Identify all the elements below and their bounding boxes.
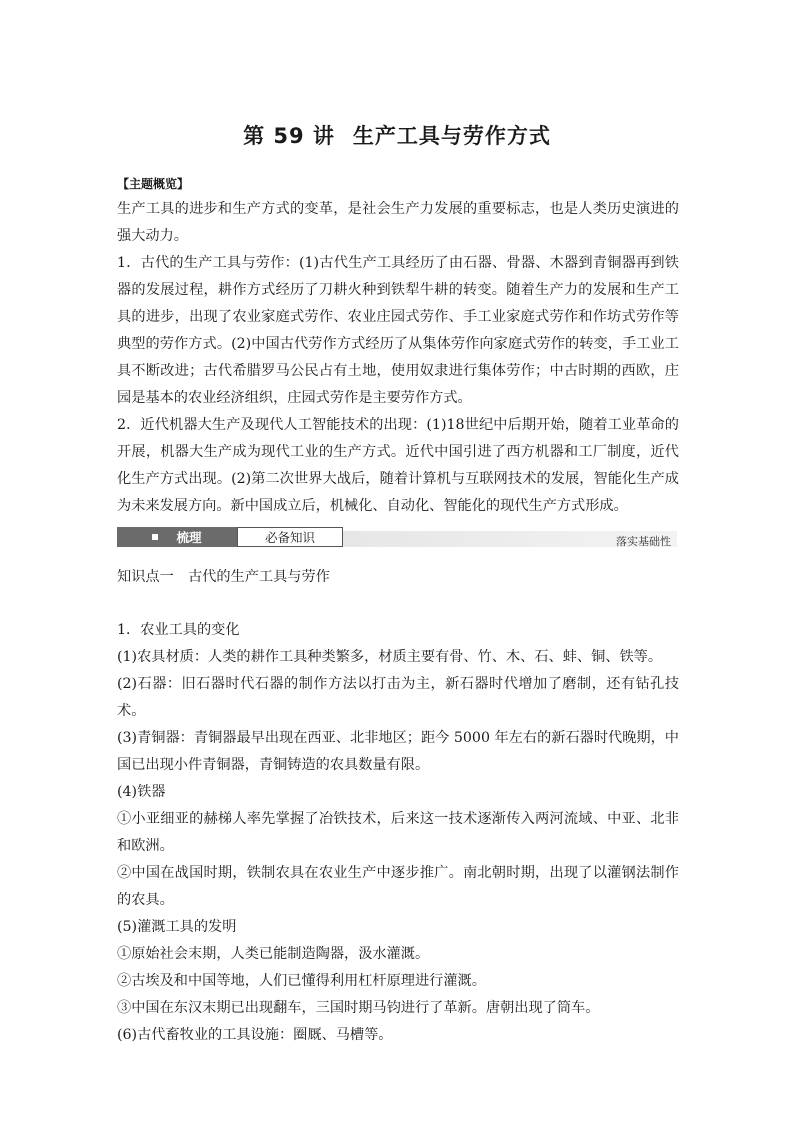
knowledge-item: ②古埃及和中国等地，人们已懂得利用杠杆原理进行灌溉。	[117, 973, 486, 989]
lecture-number: 第 59 讲	[243, 124, 335, 148]
subheading-agricultural-tools: 1．农业工具的变化	[117, 622, 240, 638]
knowledge-item: (6)古代畜牧业的工具设施：圈厩、马槽等。	[117, 1027, 393, 1043]
knowledge-item: ①小亚细亚的赫梯人率先掌握了冶铁技术，后来这一技术逐渐传入两河流域、中亚、北非和欧洲。	[117, 811, 679, 854]
overview-section	[117, 172, 679, 520]
overview-paragraph-2: 1．古代的生产工具与劳作：(1)古代生产工具经历了由石器、骨器、木器到青铜器再到铁器的发展过程，耕作方式经历了刀耕火种到铁犁牛耕的转变。随着生产力的发展和生产工具的进步，出现了农业家庭式劳作、农业庄园式劳作、手工业家庭式劳作和作坊式劳作等典型的劳作方式。(2)中国古代劳作方式经历了从集体劳作向家庭式劳作的转变，手工业工具不断改进；古代希腊罗马公民占有土地，使用奴隶进行集体劳作；中古时期的西欧，庄园是基本的农业经济组织，庄园式劳作是主要劳作方式。	[117, 255, 679, 406]
knowledge-item: ①原始社会末期，人类已能制造陶器，汲水灌溉。	[117, 946, 430, 962]
section-banner	[117, 527, 677, 549]
knowledge-section	[117, 617, 679, 1049]
knowledge-item: (1)农具材质：人类的耕作工具种类繁多，材质主要有骨、竹、木、石、蚌、铜、铁等。	[117, 649, 663, 665]
lecture-topic: 生产工具与劳作方式	[352, 124, 551, 148]
overview-paragraph-1: 生产工具的进步和生产方式的变革，是社会生产力发展的重要标志，也是人类历史演进的强大动力。	[117, 201, 679, 244]
knowledge-item: (2)石器：旧石器时代石器的制作方法以打击为主，新石器时代增加了磨制，还有钻孔技术。	[117, 676, 679, 719]
knowledge-item: (3)青铜器：青铜器最早出现在西亚、北非地区；距今 5000 年左右的新石器时代晚期，中国已出现小件青铜器，青铜铸造的农具数量有限。	[117, 730, 679, 773]
knowledge-item: ③中国在东汉末期已出现翻车，三国时期马钧进行了革新。唐朝出现了筒车。	[117, 1000, 600, 1016]
knowledge-item: (4)铁器	[117, 784, 166, 800]
knowledge-point-heading: 知识点一 古代的生产工具与劳作	[117, 569, 330, 585]
banner-label-sort: 梳理	[117, 527, 237, 547]
overview-paragraph-3: 2．近代机器大生产及现代人工智能技术的出现：(1)18世纪中后期开始，随着工业革命的开展，机器大生产成为现代工业的生产方式。近代中国引进了西方机器和工厂制度，近代化生产方式出现。(2)第二次世界大战后，随着计算机与互联网技术的发展，智能化生产成为未来发展方向。新中国成立后，机械化、自动化、智能化的现代生产方式形成。	[117, 417, 679, 514]
banner-label-foundation: 落实基础性	[616, 535, 671, 548]
overview-tag: 【主题概览】	[117, 177, 190, 191]
square-icon	[152, 534, 158, 540]
page-title	[0, 120, 794, 150]
knowledge-item: ②中国在战国时期，铁制农具在农业生产中逐步推广。南北朝时期，出现了以灌钢法制作的农具。	[117, 865, 679, 908]
banner-label-knowledge: 必备知识	[237, 527, 343, 547]
knowledge-item: (5)灌溉工具的发明	[117, 919, 237, 935]
